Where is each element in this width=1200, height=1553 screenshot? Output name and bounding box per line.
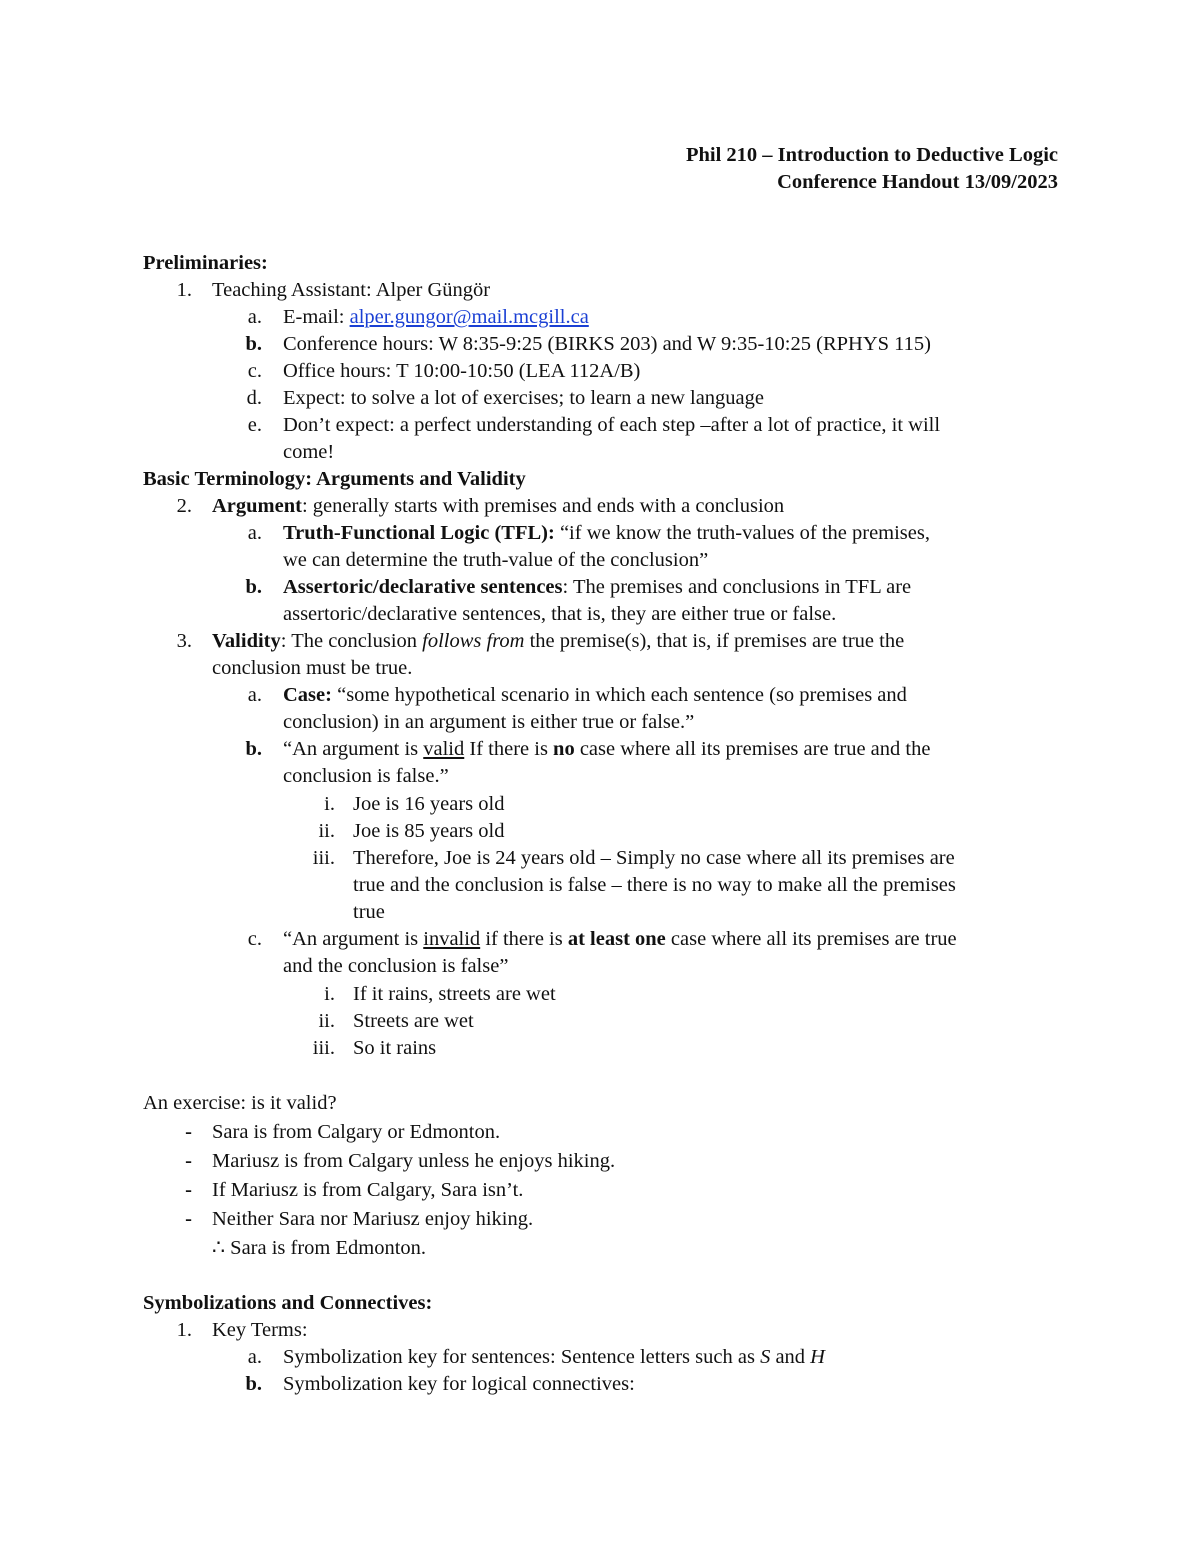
- case-line-1: [283, 682, 907, 709]
- list-label: c.: [247, 360, 262, 382]
- bullet: -: [185, 1150, 192, 1172]
- list-label: b.: [245, 333, 262, 355]
- validity-emph: follows from: [422, 630, 525, 652]
- validity-post: the premise(s), that is, if premises are true the: [524, 630, 905, 652]
- email-link[interactable]: alper.gungor@mail.mcgill.ca: [349, 306, 589, 328]
- expect-line: Expect: to solve a lot of exercises; to learn a new language: [283, 387, 764, 409]
- and-text: and: [770, 1346, 811, 1368]
- invalid-post: case where all its premises are true: [665, 928, 957, 950]
- exercise-premise-1: Sara is from Calgary or Edmonton.: [212, 1121, 501, 1143]
- list-number: 1.: [176, 279, 192, 301]
- assertoric-line-2: assertoric/declarative sentences, that is, they are either true or false.: [283, 603, 837, 625]
- valid-bold: no: [553, 738, 575, 760]
- list-label: e.: [247, 414, 262, 436]
- office-hours: Office hours: T 10:00-10:50 (LEA 112A/B): [283, 360, 641, 382]
- case-line-2: conclusion) in an argument is either true or false.”: [283, 711, 695, 733]
- sentence-key-line: [283, 1344, 825, 1371]
- invalid-example-2: Streets are wet: [353, 1010, 474, 1032]
- valid-definition-line-2: conclusion is false.”: [283, 765, 449, 787]
- valid-example-3-line-2: true and the conclusion is false – there is no way to make all the premises: [353, 874, 956, 896]
- list-label: a.: [247, 684, 262, 706]
- valid-underlined: valid: [423, 738, 465, 760]
- valid-example-3-line-1: Therefore, Joe is 24 years old – Simply no case where all its premises are: [353, 847, 955, 869]
- invalid-definition-line-2: and the conclusion is false”: [283, 955, 509, 977]
- bullet: -: [185, 1208, 192, 1230]
- list-label: iii.: [312, 847, 335, 869]
- tfl-line-1: [283, 520, 930, 547]
- exercise-conclusion: ∴ Sara is from Edmonton.: [212, 1237, 427, 1259]
- tfl-line-2: we can determine the truth-value of the conclusion”: [283, 549, 709, 571]
- argument-definition: [212, 493, 784, 520]
- sentence-key-text: Symbolization key for sentences: Sentence letters such as: [283, 1346, 761, 1368]
- list-label: i.: [324, 793, 335, 815]
- course-title: Phil 210 – Introduction to Deductive Logic: [685, 144, 1058, 166]
- assertoric-text: : The premises and conclusions in TFL are: [562, 576, 912, 598]
- exercise-premise-4: Neither Sara nor Mariusz enjoy hiking.: [212, 1208, 534, 1230]
- connectives-key-line: Symbolization key for logical connectives:: [283, 1373, 635, 1395]
- list-label: c.: [247, 928, 262, 950]
- list-label: ii.: [318, 820, 335, 842]
- letter-s: S: [760, 1346, 771, 1368]
- exercise-premise-2: Mariusz is from Calgary unless he enjoys hiking.: [212, 1150, 616, 1172]
- key-terms: Key Terms:: [212, 1319, 308, 1341]
- validity-line-1: [212, 628, 904, 655]
- term-tfl: Truth-Functional Logic (TFL):: [283, 522, 555, 544]
- validity-pre: : The conclusion: [280, 630, 423, 652]
- invalid-underlined: invalid: [423, 928, 481, 950]
- invalid-definition-line-1: [283, 926, 957, 953]
- list-label: b.: [245, 738, 262, 760]
- invalid-pre: “An argument is: [283, 928, 424, 950]
- term-argument: Argument: [212, 495, 302, 517]
- list-number: 3.: [176, 630, 192, 652]
- assertoric-line-1: [283, 574, 911, 601]
- term-validity: Validity: [212, 630, 281, 652]
- section-heading-preliminaries: Preliminaries:: [143, 252, 268, 274]
- handout-date: Conference Handout 13/09/2023: [777, 171, 1058, 193]
- teaching-assistant: Teaching Assistant: Alper Güngör: [212, 279, 491, 301]
- invalid-example-3: So it rains: [353, 1037, 437, 1059]
- invalid-example-1: If it rains, streets are wet: [353, 983, 556, 1005]
- list-label: a.: [247, 522, 262, 544]
- bullet: -: [185, 1179, 192, 1201]
- list-label: d.: [246, 387, 262, 409]
- valid-definition-line-1: [283, 736, 930, 763]
- valid-mid: If there is: [464, 738, 554, 760]
- tfl-text: “if we know the truth-values of the premises,: [554, 522, 930, 544]
- list-number: 1.: [176, 1319, 192, 1341]
- invalid-mid: if there is: [480, 928, 568, 950]
- bullet: -: [185, 1121, 192, 1143]
- section-heading-terminology: Basic Terminology: Arguments and Validity: [143, 468, 526, 490]
- argument-text: : generally starts with premises and ends with a conclusion: [301, 495, 785, 517]
- list-label: a.: [247, 1346, 262, 1368]
- list-label: a.: [247, 306, 262, 328]
- exercise-intro: An exercise: is it valid?: [143, 1092, 337, 1114]
- valid-example-2: Joe is 85 years old: [353, 820, 505, 842]
- validity-line-2: conclusion must be true.: [212, 657, 413, 679]
- exercise-premise-3: If Mariusz is from Calgary, Sara isn’t.: [212, 1179, 524, 1201]
- section-heading-symbolizations: Symbolizations and Connectives:: [143, 1292, 433, 1314]
- list-label: i.: [324, 983, 335, 1005]
- valid-pre: “An argument is: [283, 738, 424, 760]
- list-label: b.: [245, 576, 262, 598]
- email-line: [283, 304, 589, 331]
- valid-example-3-line-3: true: [353, 901, 385, 923]
- dont-expect-line-1: Don’t expect: a perfect understanding of each step –after a lot of practice, it will: [283, 414, 941, 436]
- email-prefix: E-mail:: [283, 306, 350, 328]
- invalid-bold: at least one: [567, 928, 666, 950]
- list-label: iii.: [312, 1037, 335, 1059]
- conference-hours: Conference hours: W 8:35-9:25 (BIRKS 203) and W 9:35-10:25 (RPHYS 115): [283, 333, 931, 355]
- case-text: “some hypothetical scenario in which each sentence (so premises and: [331, 684, 907, 706]
- list-number: 2.: [176, 495, 192, 517]
- letter-h: H: [810, 1346, 825, 1368]
- term-case: Case:: [283, 684, 332, 706]
- list-label: ii.: [318, 1010, 335, 1032]
- dont-expect-line-2: come!: [283, 441, 335, 463]
- term-assertoric: Assertoric/declarative sentences: [283, 576, 563, 598]
- valid-example-1: Joe is 16 years old: [353, 793, 505, 815]
- valid-post: case where all its premises are true and the: [574, 738, 931, 760]
- list-label: b.: [245, 1373, 262, 1395]
